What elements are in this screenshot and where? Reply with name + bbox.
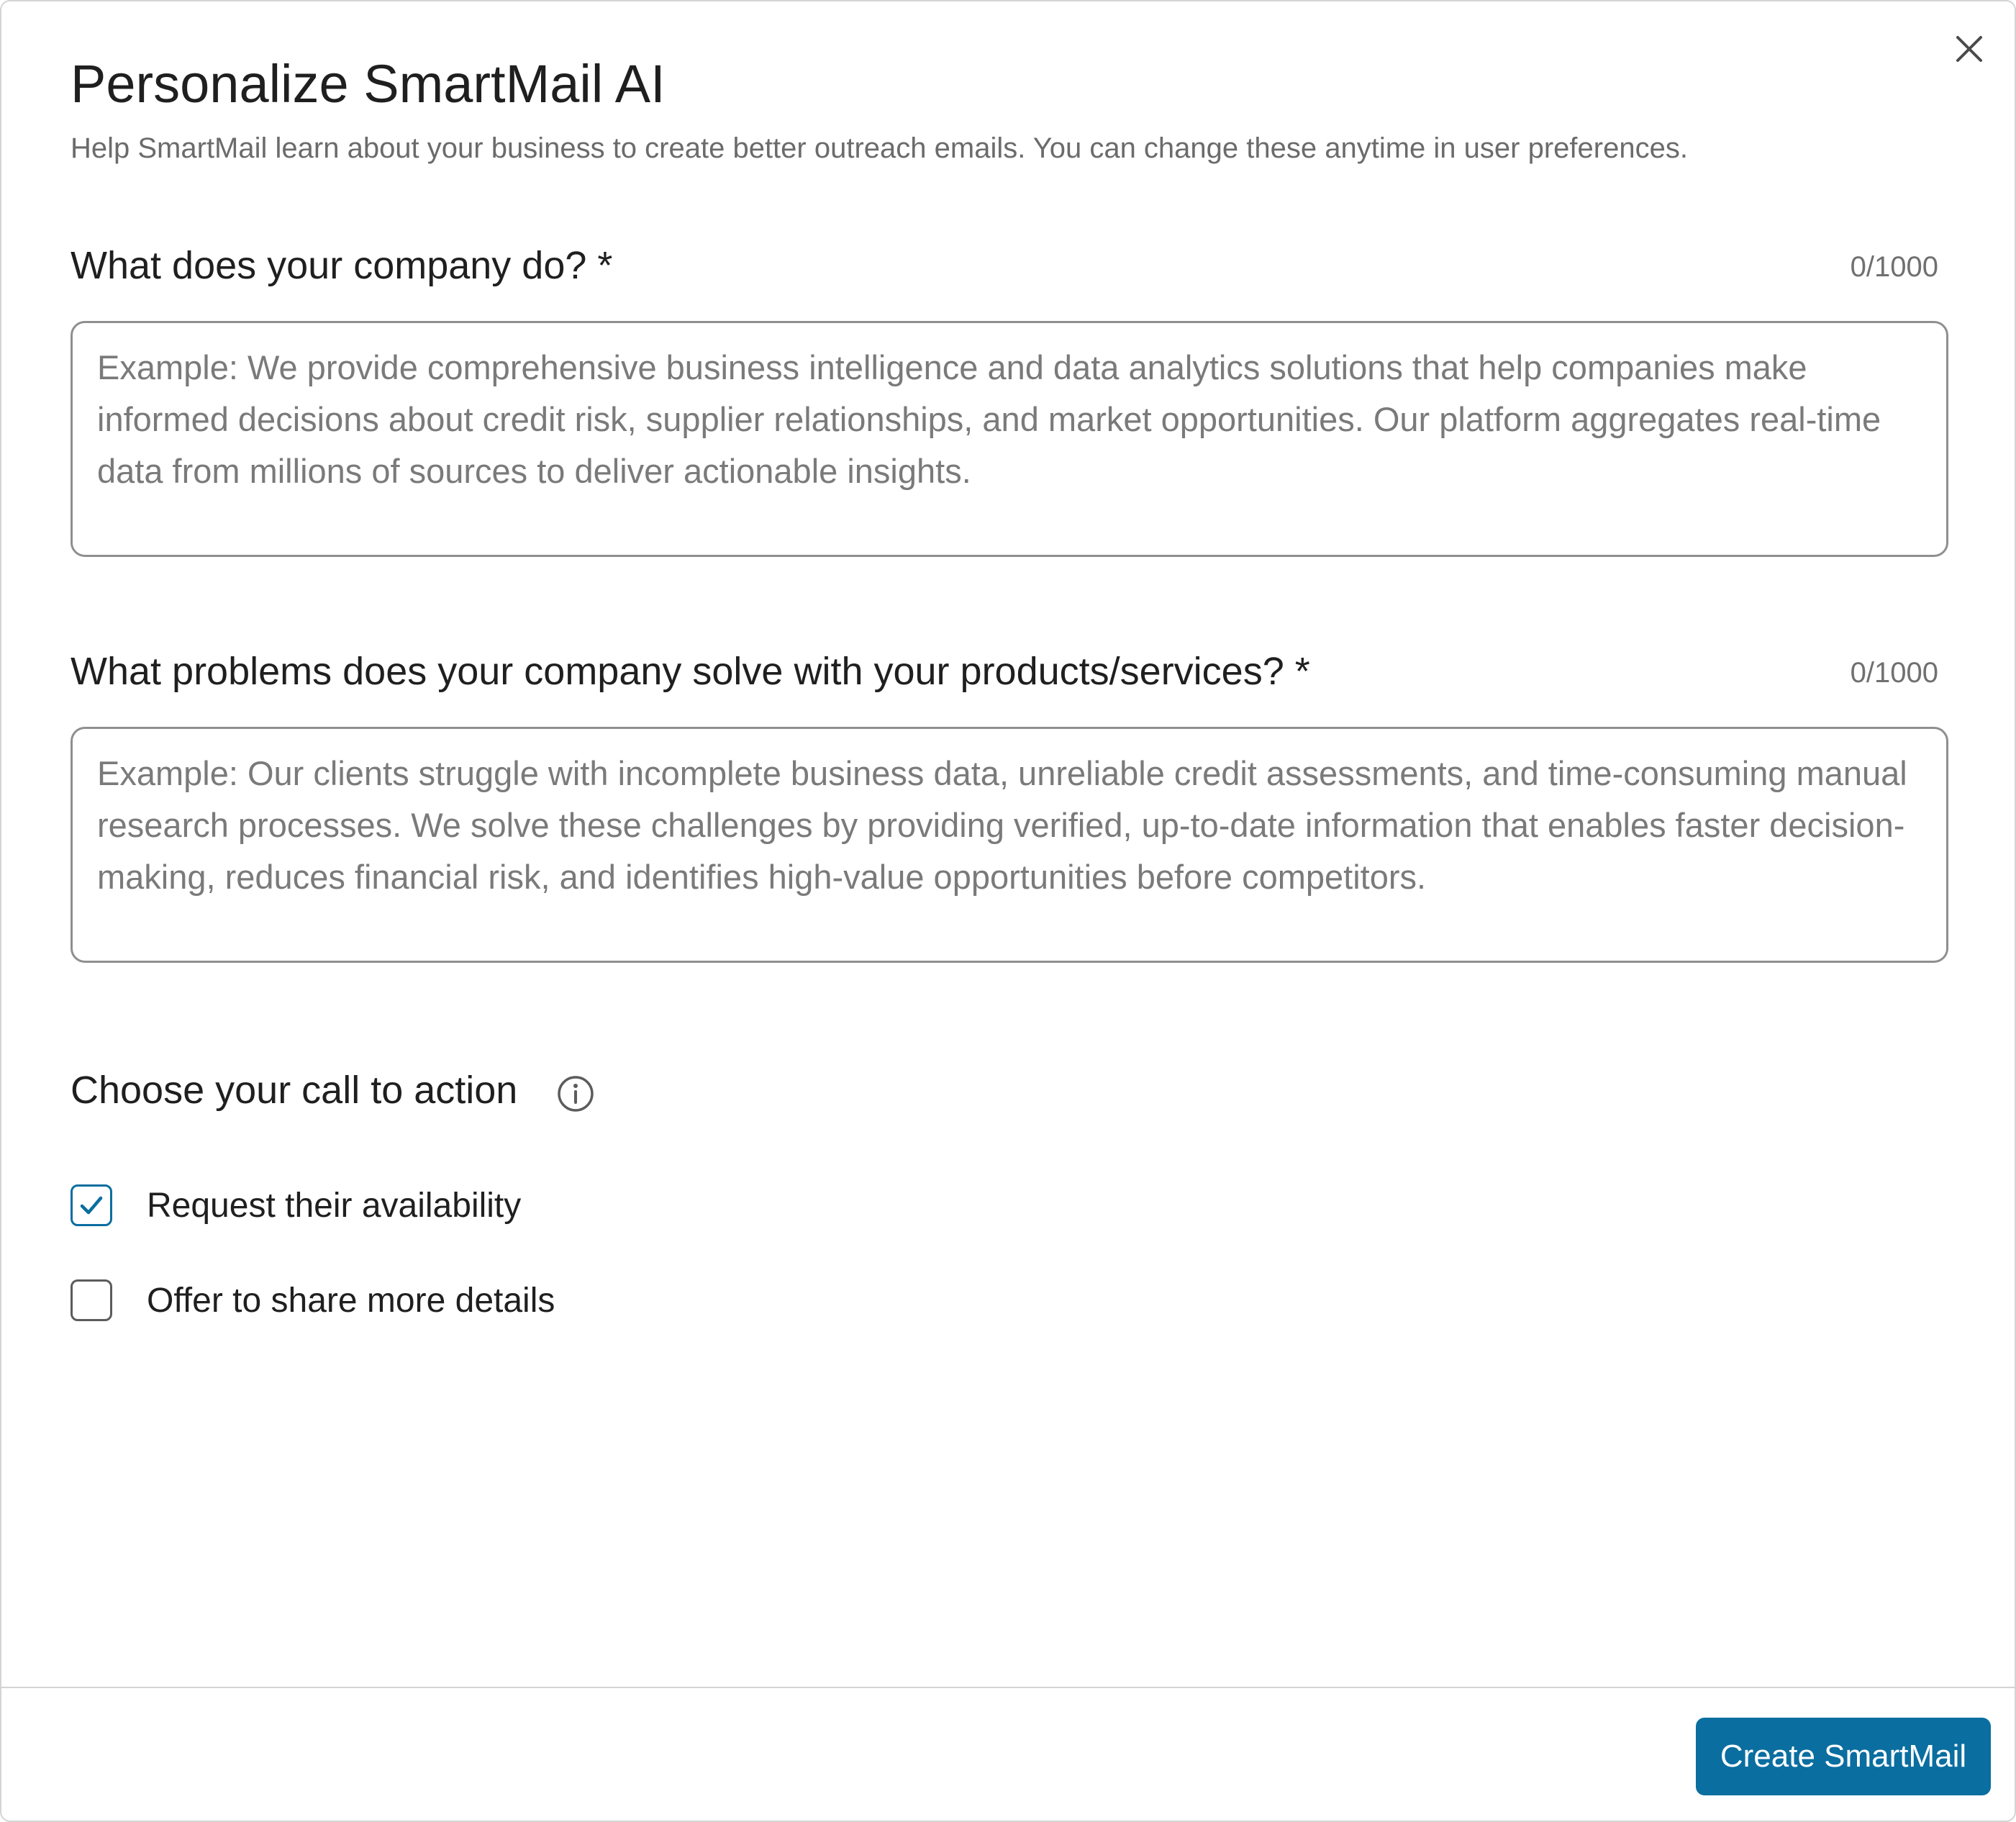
cta-option-label: Request their availability	[147, 1186, 522, 1225]
info-icon[interactable]	[555, 1074, 596, 1114]
dialog-title: Personalize SmartMail AI	[71, 54, 666, 114]
company-description-counter: 0/1000	[1850, 251, 1938, 283]
company-description-input[interactable]	[71, 321, 1948, 557]
problems-solved-counter: 0/1000	[1850, 657, 1938, 689]
problems-solved-label: What problems does your company solve with your products/services? *	[71, 650, 1310, 693]
checkmark-icon	[76, 1189, 107, 1221]
close-icon	[1948, 27, 1991, 71]
create-smartmail-button[interactable]: Create SmartMail	[1696, 1718, 1991, 1795]
close-button[interactable]	[1948, 27, 1991, 71]
dialog-subtitle: Help SmartMail learn about your business to create better outreach emails. You can change these anytime in user preferences.	[71, 132, 1688, 164]
footer-divider	[1, 1687, 2015, 1688]
problems-solved-input[interactable]	[71, 727, 1948, 963]
checkbox-checked[interactable]	[71, 1184, 112, 1226]
company-description-label: What does your company do? *	[71, 244, 613, 287]
cta-option-request-availability[interactable]	[71, 1182, 521, 1228]
cta-heading: Choose your call to action	[71, 1069, 518, 1112]
checkbox-unchecked[interactable]	[71, 1279, 112, 1321]
cta-option-share-details[interactable]	[71, 1277, 555, 1323]
cta-option-label: Offer to share more details	[147, 1281, 555, 1320]
